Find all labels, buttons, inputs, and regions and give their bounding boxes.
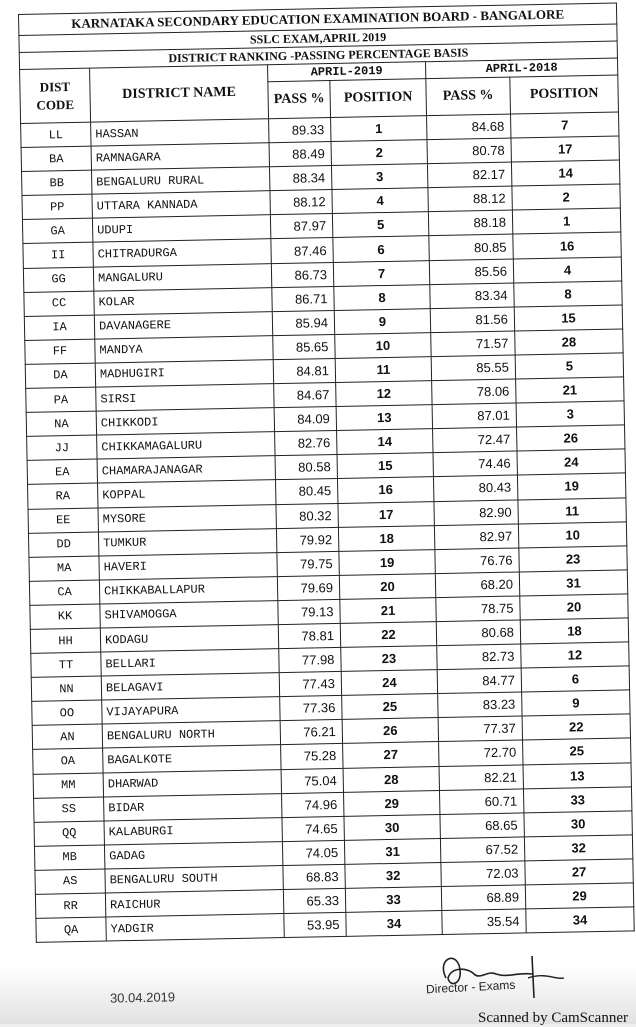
pass-2019-cell: 84.67 <box>274 383 336 408</box>
pass-2019-cell: 65.33 <box>283 888 345 913</box>
position-2019-cell: 16 <box>337 477 433 503</box>
district-name-cell: KOLAR <box>94 287 272 315</box>
pass-2018-cell: 35.54 <box>442 909 526 935</box>
pass-2018-cell: 87.01 <box>432 403 516 429</box>
pass-2018-cell: 77.37 <box>438 716 522 742</box>
pass-2018-cell: 88.12 <box>428 186 512 212</box>
district-name-cell: CHITRADURGA <box>93 239 271 267</box>
district-name-cell: BENGALURU NORTH <box>102 721 280 749</box>
dist-code-cell: GA <box>22 218 92 243</box>
pass-2018-cell: 82.21 <box>439 764 523 790</box>
position-2018-cell: 8 <box>514 281 623 307</box>
district-name-cell: UDUPI <box>92 215 270 243</box>
pass-2019-cell: 77.43 <box>279 672 341 697</box>
position-2018-cell: 17 <box>511 136 620 162</box>
dist-code-cell: QA <box>36 917 106 942</box>
dist-code-cell: SS <box>34 797 104 822</box>
pass-2019-cell: 74.05 <box>282 840 344 865</box>
pass-2019-cell: 80.58 <box>275 455 337 480</box>
pass-2018-cell: 76.76 <box>435 548 519 574</box>
position-2018-cell: 22 <box>522 714 631 740</box>
dist-code-cell: MM <box>33 773 103 798</box>
signatory-label: Director - Exams <box>425 977 516 997</box>
dist-code-cell: BB <box>22 170 92 195</box>
position-2019-cell: 7 <box>333 260 429 286</box>
district-name-cell: BELLARI <box>101 649 279 677</box>
year-2019-header: APRIL-2019 <box>268 62 426 82</box>
district-name-cell: MADHUGIRI <box>95 360 273 388</box>
position-2018-cell: 14 <box>511 160 620 186</box>
position-2019-cell: 31 <box>344 838 440 864</box>
district-name-cell: GADAG <box>104 841 282 869</box>
position-2018-cell: 5 <box>515 353 624 379</box>
pass-2018-cell: 72.03 <box>441 861 525 887</box>
pass-2019-cell: 82.76 <box>275 431 337 456</box>
position-2019-cell: 1 <box>331 116 427 142</box>
dist-code-cell: OA <box>33 748 103 773</box>
position-2018-cell: 1 <box>512 208 621 234</box>
district-name-cell: SIRSI <box>96 384 274 412</box>
position-2018-cell: 7 <box>511 112 620 138</box>
pass-2019-cell: 89.33 <box>269 118 331 143</box>
pass-2018-cell: 84.77 <box>437 668 521 694</box>
position-2018-cell: 32 <box>524 835 633 861</box>
pass-2018-cell: 78.75 <box>436 596 520 622</box>
position-2018-cell: 23 <box>519 546 628 572</box>
pass-2019-cell: 74.65 <box>282 816 344 841</box>
dist-code-cell: GG <box>23 267 93 292</box>
district-name-cell: CHIKKABALLAPUR <box>99 576 277 604</box>
dist-code-cell: MA <box>29 556 99 581</box>
pass-2019-cell: 88.49 <box>269 142 331 167</box>
district-ranking-table <box>18 2 635 943</box>
position-2018-cell: 12 <box>521 642 630 668</box>
pass-2019-cell: 79.75 <box>277 551 339 576</box>
position-2018-cell: 26 <box>517 425 626 451</box>
pass-2019-cell: 84.09 <box>274 407 336 432</box>
dist-code-cell: NN <box>31 676 101 701</box>
pass-2018-cell: 78.06 <box>432 379 516 405</box>
dist-code-cell: IA <box>24 315 94 340</box>
position-2018-cell: 21 <box>516 377 625 403</box>
pass-2019-cell: 78.81 <box>278 623 340 648</box>
position-2019-cell: 6 <box>333 236 429 262</box>
district-name-cell: BENGALURU RURAL <box>92 167 270 195</box>
pass-2018-cell: 84.68 <box>427 114 511 140</box>
exam-title: SSLC EXAM,APRIL 2019 <box>19 24 617 52</box>
ranking-table-wrapper <box>18 3 634 943</box>
dist-code-cell: TT <box>31 652 101 677</box>
position-2019-cell: 21 <box>340 597 436 623</box>
col-position-2019: POSITION <box>330 79 427 118</box>
board-title: KARNATAKA SECONDARY EDUCATION EXAMINATION BOARD - BANGALORE <box>19 3 617 35</box>
district-name-cell: CHIKKODI <box>96 408 274 436</box>
pass-2018-cell: 85.55 <box>431 355 515 381</box>
dist-code-cell: DD <box>28 532 98 557</box>
district-name-cell: DHARWAD <box>103 769 281 797</box>
pass-2018-cell: 72.70 <box>439 740 523 766</box>
position-2019-cell: 9 <box>334 308 430 334</box>
pass-2018-cell: 60.71 <box>439 789 523 815</box>
pass-2019-cell: 86.71 <box>272 286 334 311</box>
position-2018-cell: 11 <box>518 497 627 523</box>
pass-2019-cell: 86.73 <box>271 262 333 287</box>
ranking-rows <box>21 112 635 943</box>
position-2018-cell: 16 <box>513 232 622 258</box>
pass-2018-cell: 83.34 <box>430 283 514 309</box>
district-name-cell: HAVERI <box>99 552 277 580</box>
position-2019-cell: 15 <box>337 453 433 479</box>
dist-code-cell: KK <box>30 604 100 629</box>
pass-2019-cell: 75.28 <box>281 744 343 769</box>
pass-2019-cell: 68.83 <box>283 864 345 889</box>
dist-code-cell: JJ <box>27 435 97 460</box>
dist-code-cell: HH <box>30 628 100 653</box>
pass-2018-cell: 81.56 <box>430 307 514 333</box>
position-2019-cell: 22 <box>340 622 436 648</box>
pass-2018-cell: 68.89 <box>441 885 525 911</box>
col-dist-code-line1: DIST <box>39 78 71 95</box>
position-2018-cell: 10 <box>518 522 627 548</box>
dist-code-cell: BA <box>21 146 91 171</box>
dist-code-cell: PA <box>26 387 96 412</box>
position-2019-cell: 19 <box>339 549 435 575</box>
position-2019-cell: 28 <box>343 766 439 792</box>
position-2019-cell: 3 <box>331 164 427 190</box>
district-name-cell: BAGALKOTE <box>103 745 281 773</box>
district-name-cell: MANGALURU <box>93 263 271 291</box>
dist-code-cell: RR <box>35 893 105 918</box>
dist-code-cell: II <box>23 243 93 268</box>
position-2019-cell: 8 <box>334 284 430 310</box>
pass-2018-cell: 67.52 <box>440 837 524 863</box>
dist-code-cell: OO <box>32 700 102 725</box>
position-2018-cell: 20 <box>520 594 629 620</box>
district-name-cell: HASSAN <box>91 119 269 147</box>
pass-2018-cell: 74.46 <box>433 451 517 477</box>
position-2019-cell: 33 <box>345 887 441 913</box>
position-2019-cell: 27 <box>343 742 439 768</box>
position-2019-cell: 2 <box>331 140 427 166</box>
dist-code-cell: EA <box>27 459 97 484</box>
district-name-cell: UTTARA KANNADA <box>92 191 270 219</box>
dist-code-cell: AN <box>32 724 102 749</box>
district-name-cell: KODAGU <box>100 625 278 653</box>
position-2019-cell: 24 <box>341 670 437 696</box>
ranking-title: DISTRICT RANKING -PASSING PERCENTAGE BASIS <box>19 41 617 69</box>
position-2019-cell: 23 <box>341 646 437 672</box>
position-2019-cell: 18 <box>338 525 434 551</box>
pass-2019-cell: 77.36 <box>280 696 342 721</box>
pass-2019-cell: 84.81 <box>273 358 335 383</box>
district-name-cell: RAMNAGARA <box>91 143 269 171</box>
position-2018-cell: 2 <box>512 184 621 210</box>
pass-2018-cell: 82.17 <box>427 162 511 188</box>
position-2019-cell: 4 <box>332 188 428 214</box>
position-2018-cell: 3 <box>516 401 625 427</box>
position-2018-cell: 6 <box>521 666 630 692</box>
dist-code-cell: PP <box>22 194 92 219</box>
pass-2018-cell: 68.20 <box>435 572 519 598</box>
dist-code-cell: CA <box>29 580 99 605</box>
pass-2019-cell: 80.32 <box>276 503 338 528</box>
pass-2019-cell: 88.34 <box>269 166 331 191</box>
position-2019-cell: 13 <box>336 405 432 431</box>
district-name-cell: RAICHUR <box>105 890 283 918</box>
dist-code-cell: LL <box>21 122 91 147</box>
scanner-watermark: Scanned by CamScanner <box>478 1010 628 1026</box>
pass-2019-cell: 77.98 <box>279 647 341 672</box>
dist-code-cell: AS <box>35 869 105 894</box>
position-2019-cell: 17 <box>338 501 434 527</box>
pass-2019-cell: 87.97 <box>270 214 332 239</box>
pass-2018-cell: 68.65 <box>440 813 524 839</box>
pass-2019-cell: 53.95 <box>284 912 346 937</box>
position-2018-cell: 25 <box>523 738 632 764</box>
pass-2019-cell: 75.04 <box>281 768 343 793</box>
col-district-name: DISTRICT NAME <box>90 65 269 122</box>
position-2019-cell: 10 <box>335 332 431 358</box>
position-2018-cell: 28 <box>515 329 624 355</box>
col-pass-2018: PASS % <box>426 77 511 116</box>
dist-code-cell: MB <box>34 845 104 870</box>
position-2018-cell: 30 <box>524 811 633 837</box>
district-name-cell: BENGALURU SOUTH <box>105 865 283 893</box>
district-name-cell: YADGIR <box>106 914 284 942</box>
pass-2019-cell: 79.13 <box>278 599 340 624</box>
pass-2019-cell: 79.92 <box>276 527 338 552</box>
dist-code-cell: QQ <box>34 821 104 846</box>
district-name-cell: VIJAYAPURA <box>102 697 280 725</box>
position-2019-cell: 30 <box>344 814 440 840</box>
position-2019-cell: 34 <box>346 911 442 937</box>
pass-2019-cell: 87.46 <box>271 238 333 263</box>
position-2019-cell: 5 <box>332 212 428 238</box>
dist-code-cell: EE <box>28 508 98 533</box>
pass-2018-cell: 80.68 <box>436 620 520 646</box>
position-2018-cell: 24 <box>517 449 626 475</box>
position-2019-cell: 12 <box>336 381 432 407</box>
position-2019-cell: 26 <box>342 718 438 744</box>
district-name-cell: TUMKUR <box>98 528 276 556</box>
pass-2018-cell: 82.73 <box>437 644 521 670</box>
col-pass-2019: PASS % <box>268 81 331 119</box>
position-2019-cell: 20 <box>339 573 435 599</box>
district-name-cell: KALABURGI <box>104 817 282 845</box>
dist-code-cell: DA <box>25 363 95 388</box>
position-2018-cell: 9 <box>522 690 631 716</box>
pass-2019-cell: 76.21 <box>280 720 342 745</box>
position-2019-cell: 32 <box>345 862 441 888</box>
pass-2018-cell: 82.97 <box>434 524 518 550</box>
pass-2018-cell: 72.47 <box>433 427 517 453</box>
district-name-cell: MANDYA <box>95 336 273 364</box>
col-dist-code-line2: CODE <box>36 96 75 113</box>
dist-code-cell: RA <box>28 483 98 508</box>
position-2018-cell: 4 <box>513 257 622 283</box>
position-2018-cell: 27 <box>525 859 634 885</box>
position-2019-cell: 14 <box>337 429 433 455</box>
pass-2018-cell: 82.90 <box>434 499 518 525</box>
district-name-cell: CHAMARAJANAGAR <box>97 456 275 484</box>
pass-2018-cell: 83.23 <box>438 692 522 718</box>
position-2018-cell: 29 <box>525 883 634 909</box>
pass-2019-cell: 74.96 <box>282 792 344 817</box>
pass-2019-cell: 80.45 <box>275 479 337 504</box>
district-name-cell: BELAGAVI <box>101 673 279 701</box>
position-2018-cell: 13 <box>523 762 632 788</box>
pass-2018-cell: 71.57 <box>431 331 515 357</box>
pass-2018-cell: 88.18 <box>428 210 512 236</box>
dist-code-cell: NA <box>26 411 96 436</box>
pass-2018-cell: 80.78 <box>427 138 511 164</box>
col-dist-code <box>20 68 91 123</box>
position-2018-cell: 34 <box>526 907 635 933</box>
pass-2019-cell: 85.65 <box>273 334 335 359</box>
district-name-cell: BIDAR <box>104 793 282 821</box>
pass-2019-cell: 85.94 <box>272 310 334 335</box>
district-name-cell: CHIKKAMAGALURU <box>97 432 275 460</box>
pass-2019-cell: 79.69 <box>277 575 339 600</box>
position-2019-cell: 29 <box>343 790 439 816</box>
position-2018-cell: 31 <box>519 570 628 596</box>
position-2018-cell: 18 <box>520 618 629 644</box>
pass-2018-cell: 80.43 <box>433 475 517 501</box>
col-position-2018: POSITION <box>510 75 619 114</box>
pass-2018-cell: 85.56 <box>429 259 513 285</box>
position-2019-cell: 11 <box>335 357 431 383</box>
dist-code-cell: FF <box>25 339 95 364</box>
year-2018-header: APRIL-2018 <box>425 58 617 79</box>
district-name-cell: MYSORE <box>98 504 276 532</box>
district-name-cell: KOPPAL <box>98 480 276 508</box>
issue-date: 30.04.2019 <box>109 989 176 1006</box>
position-2019-cell: 25 <box>342 694 438 720</box>
district-name-cell: SHIVAMOGGA <box>100 600 278 628</box>
district-name-cell: DAVANAGERE <box>94 311 272 339</box>
position-2018-cell: 33 <box>523 786 632 812</box>
pass-2019-cell: 88.12 <box>270 190 332 215</box>
position-2018-cell: 19 <box>517 473 626 499</box>
pass-2018-cell: 80.85 <box>429 235 513 261</box>
dist-code-cell: CC <box>24 291 94 316</box>
position-2018-cell: 15 <box>514 305 623 331</box>
